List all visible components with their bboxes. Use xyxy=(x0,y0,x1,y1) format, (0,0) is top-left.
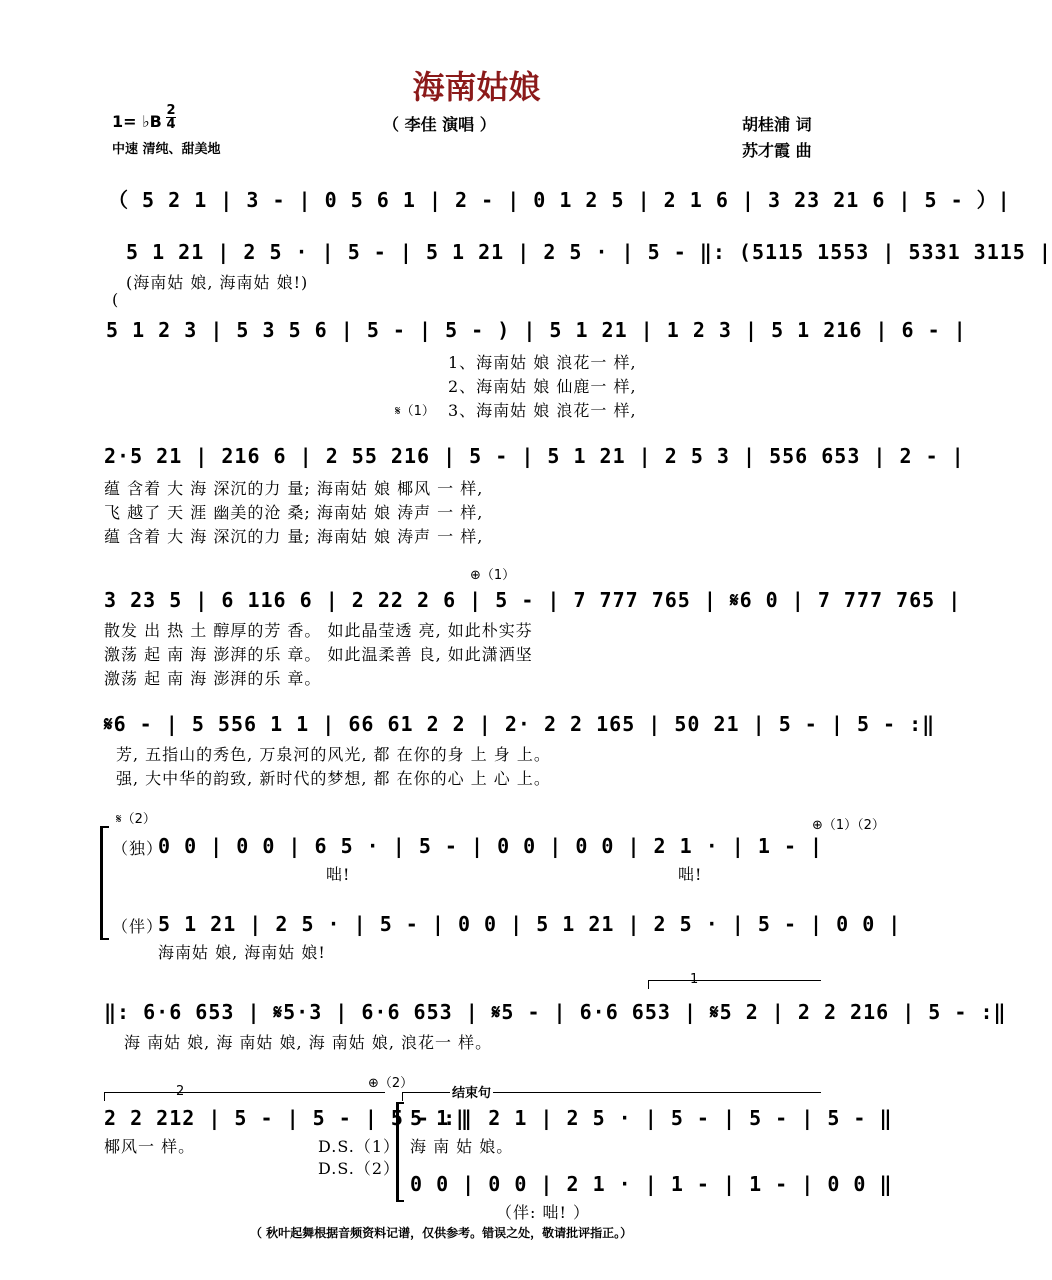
volta-bracket-1 xyxy=(648,980,821,989)
line3-paren: ( xyxy=(112,290,120,309)
line3-verse3: 3、海南姑 娘 浪花一 样, xyxy=(448,401,637,420)
segno-1: 𝄋（1） xyxy=(395,404,435,419)
line3-verse2: 2、海南姑 娘 仙鹿一 样, xyxy=(448,377,637,396)
coda-1-2: ⊕（1）（2） xyxy=(812,818,885,833)
line4-verse2: 飞 越了 天 涯 幽美的沧 桑; 海南姑 娘 涛声 一 样, xyxy=(104,503,484,522)
ending-acc-notes: 0 0 | 0 0 | 2 1 · | 1 - | 1 - | 0 0 ‖ xyxy=(410,1172,893,1196)
key-signature: 1= ♭B xyxy=(112,112,162,131)
line3-notes: 5 1 2 3 | 5 3 5 6 | 5 - | 5 - ) | 5 1 21 | 1 2 3 | 5 1 216 | 6 - | xyxy=(106,318,967,342)
ending-notes: 5 1 | 2 1 | 2 5 · | 5 - | 5 - | 5 - ‖ xyxy=(410,1106,893,1130)
segno-2: 𝄋（2） xyxy=(116,812,156,827)
intro-notes: （ 5 2 1 | 3 - | 0 5 6 1 | 2 - | 0 1 2 5 | 2 1 6 | 3 23 21 6 | 5 - ）| xyxy=(108,188,1011,212)
line9-notes: 2 2 212 | 5 - | 5 - | 5 - :‖ xyxy=(104,1106,470,1130)
ds-2: D.S.（2） xyxy=(318,1159,401,1178)
line6-notes: 𝄋6 - | 5 556 1 1 | 66 61 2 2 | 2· 2 2 165 | 50 21 | 5 - | 5 - :‖ xyxy=(104,712,936,736)
coda-1: ⊕（1） xyxy=(470,568,516,583)
ending-lyrics: 海 南 姑 娘。 xyxy=(410,1137,514,1156)
coda-2: ⊕（2） xyxy=(368,1076,414,1091)
tempo-marking: 中速 清纯、甜美地 xyxy=(112,142,221,157)
acc-label: （伴） xyxy=(112,917,164,936)
acc-lyrics: 海南姑 娘, 海南姑 娘! xyxy=(158,943,326,962)
ending-label: 结束句 xyxy=(450,1082,493,1101)
solo-label: （独） xyxy=(112,839,164,858)
volta-1-label: 1 xyxy=(690,972,699,987)
ds-1: D.S.（1） xyxy=(318,1137,401,1156)
song-title: 海南姑娘 xyxy=(412,68,541,106)
line4-verse3: 蕴 含着 大 海 深沉的力 量; 海南姑 娘 涛声 一 样, xyxy=(104,527,484,546)
system-bracket xyxy=(100,826,109,940)
line8-lyrics: 海 南姑 娘, 海 南姑 娘, 海 南姑 娘, 浪花一 样。 xyxy=(124,1033,493,1052)
composer: 苏才霞 曲 xyxy=(742,141,812,160)
line3-verse1: 1、海南姑 娘 浪花一 样, xyxy=(448,353,637,372)
line4-verse1: 蕴 含着 大 海 深沉的力 量; 海南姑 娘 椰风 一 样, xyxy=(104,479,484,498)
performer: （ 李佳 演唱 ） xyxy=(383,115,496,134)
ending-acc-lyrics: （伴: 咄! ） xyxy=(496,1203,590,1222)
line9-lyrics: 椰风一 样。 xyxy=(104,1137,196,1156)
line8-notes: ‖: 6·6 653 | 𝄋5·3 | 6·6 653 | 𝄋5 - | 6·6 653 | 𝄋5 2 | 2 2 216 | 5 - :‖ xyxy=(104,1000,1007,1024)
line5-verse3: 激荡 起 南 海 澎湃的乐 章。 xyxy=(104,669,322,688)
time-top: 2 xyxy=(166,103,176,118)
acc-notes: 5 1 21 | 2 5 · | 5 - | 0 0 | 5 1 21 | 2 5 · | 5 - | 0 0 | xyxy=(158,912,902,936)
line6-verse2: 强, 大中华的韵致, 新时代的梦想, 都 在你的心 上 心 上。 xyxy=(116,769,551,788)
line5-verse2: 激荡 起 南 海 澎湃的乐 章。 如此温柔善 良, 如此潇洒坚 xyxy=(104,645,533,664)
lyricist: 胡桂浦 词 xyxy=(742,115,812,134)
solo-lyric-2: 咄! xyxy=(678,865,703,884)
footer-note: （ 秋叶起舞根据音频资料记谱，仅供参考。错误之处，敬请批评指正。） xyxy=(250,1226,633,1240)
line6-verse1: 芳, 五指山的秀色, 万泉河的风光, 都 在你的身 上 身 上。 xyxy=(116,745,551,764)
ending-bracket-left xyxy=(396,1102,404,1202)
line5-verse1: 散发 出 热 土 醇厚的芳 香。 如此晶莹透 亮, 如此朴实芬 xyxy=(104,621,533,640)
solo-lyric-1: 咄! xyxy=(326,865,351,884)
line4-notes: 2·5 21 | 216 6 | 2 55 216 | 5 - | 5 1 21 | 2 5 3 | 556 653 | 2 - | xyxy=(104,444,965,468)
volta-bracket-2 xyxy=(104,1092,385,1101)
line5-notes: 3 23 5 | 6 116 6 | 2 22 2 6 | 5 - | 7 777 765 | 𝄋6 0 | 7 777 765 | xyxy=(104,588,962,612)
time-signature xyxy=(166,104,176,131)
line2-notes: 5 1 21 | 2 5 · | 5 - | 5 1 21 | 2 5 · | 5 - ‖: (5115 1553 | 5331 3115 | xyxy=(126,240,1052,264)
line2-lyrics: (海南姑 娘, 海南姑 娘!) xyxy=(126,273,309,292)
time-bottom: 4 xyxy=(166,117,176,132)
solo-notes: 0 0 | 0 0 | 6 5 · | 5 - | 0 0 | 0 0 | 2 1 · | 1 - | xyxy=(158,834,824,858)
volta-2-label: 2 xyxy=(176,1084,185,1099)
